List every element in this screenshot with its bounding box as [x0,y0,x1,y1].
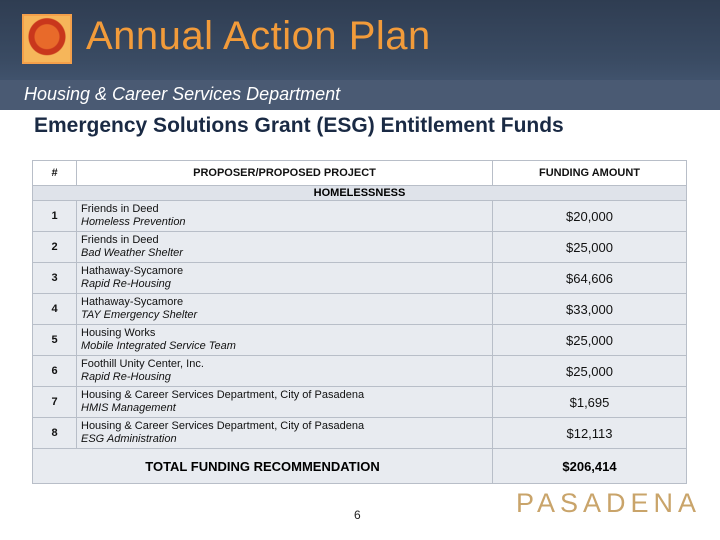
project-name: HMIS Management [81,402,176,414]
project-cell [77,325,493,356]
column-header-project: PROPOSER/PROPOSED PROJECT [77,161,493,186]
project-name: Bad Weather Shelter [81,247,183,259]
project-cell [77,294,493,325]
project-name: Mobile Integrated Service Team [81,340,236,352]
row-number: 5 [33,325,77,356]
table-row [33,232,687,263]
project-cell [77,232,493,263]
row-number: 3 [33,263,77,294]
table-row [33,294,687,325]
funding-amount: $25,000 [493,325,687,356]
row-number: 7 [33,387,77,418]
funding-amount: $64,606 [493,263,687,294]
table-row [33,325,687,356]
funding-amount: $25,000 [493,356,687,387]
department-subtitle: Housing & Career Services Department [24,84,341,104]
project-cell [77,263,493,294]
proposer-name: Housing Works [81,327,156,339]
section-label-homelessness: HOMELESSNESS [33,186,687,201]
project-name: TAY Emergency Shelter [81,309,198,321]
column-header-amount: FUNDING AMOUNT [493,161,687,186]
proposer-name: Housing & Career Services Department, City of Pasadena [81,389,365,401]
funding-amount: $25,000 [493,232,687,263]
total-amount: $206,414 [493,449,687,484]
pasadena-brand-logo: PASADENA [516,488,702,518]
rose-logo-icon [22,14,72,64]
proposer-name: Foothill Unity Center, Inc. [81,358,204,370]
table-row [33,418,687,449]
proposer-name: Hathaway-Sycamore [81,265,184,277]
row-number: 1 [33,201,77,232]
row-number: 8 [33,418,77,449]
project-cell [77,387,493,418]
table-row [33,201,687,232]
total-label: TOTAL FUNDING RECOMMENDATION [33,449,493,484]
table-row [33,387,687,418]
row-number: 6 [33,356,77,387]
project-cell [77,356,493,387]
funding-amount: $33,000 [493,294,687,325]
project-name: Rapid Re-Housing [81,278,171,290]
funding-table [32,160,687,484]
row-number: 4 [33,294,77,325]
page-number: 6 [354,508,361,522]
proposer-name: Hathaway-Sycamore [81,296,184,308]
row-number: 2 [33,232,77,263]
column-header-number: # [33,161,77,186]
project-cell [77,418,493,449]
section-heading: Emergency Solutions Grant (ESG) Entitlement Funds [34,114,564,137]
proposer-name: Friends in Deed [81,203,159,215]
proposer-name: Housing & Career Services Department, City of Pasadena [81,420,365,432]
funding-amount: $20,000 [493,201,687,232]
proposer-name: Friends in Deed [81,234,159,246]
funding-amount: $1,695 [493,387,687,418]
project-name: Rapid Re-Housing [81,371,171,383]
funding-amount: $12,113 [493,418,687,449]
project-name: Homeless Prevention [81,216,186,228]
project-cell [77,201,493,232]
table-row [33,356,687,387]
slide-title: Annual Action Plan [86,14,431,58]
table-row [33,263,687,294]
project-name: ESG Administration [81,433,177,445]
